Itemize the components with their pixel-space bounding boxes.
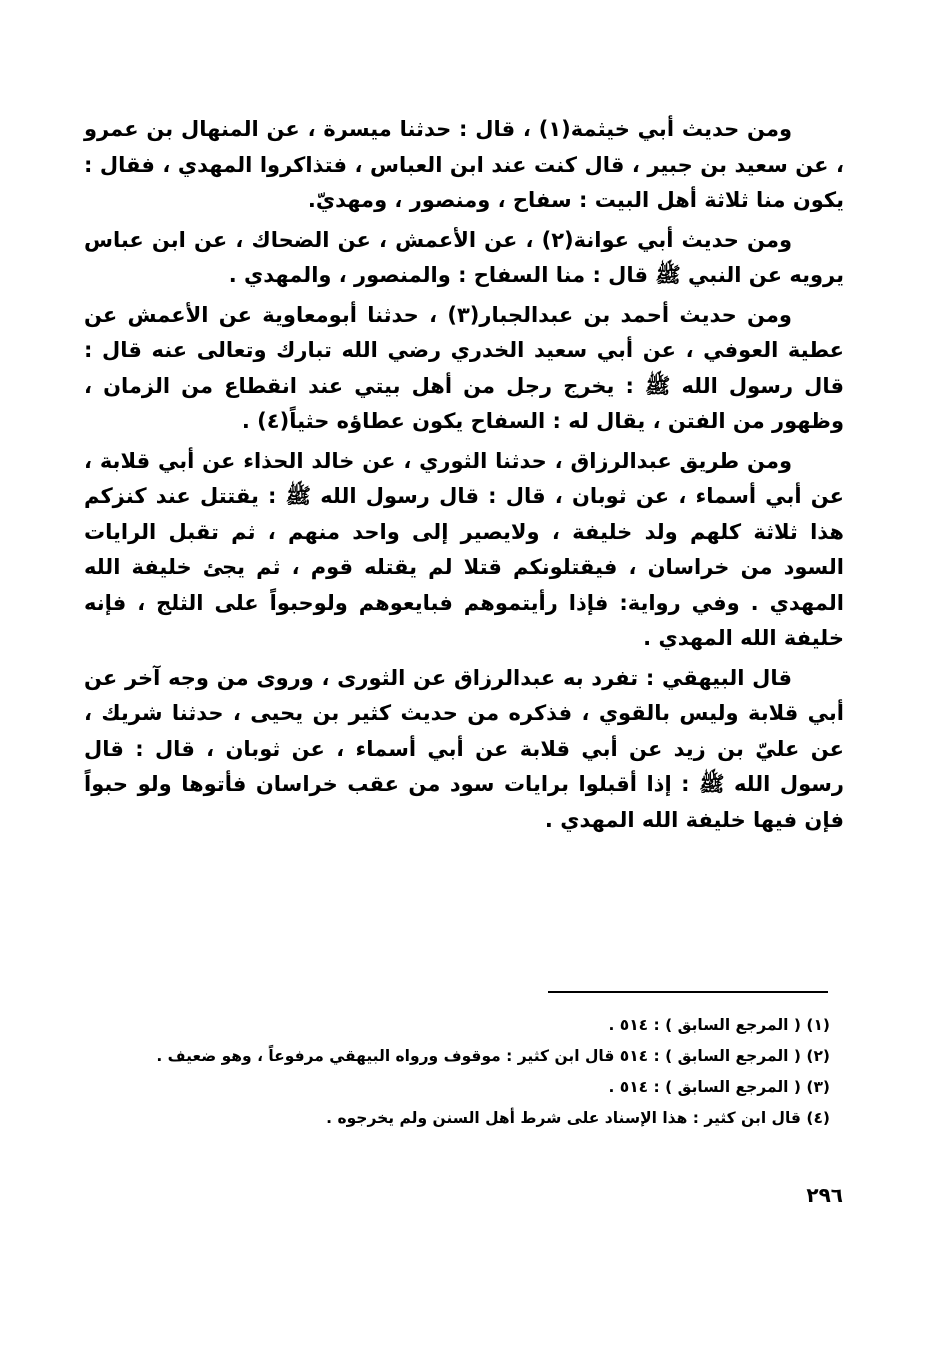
footnote-divider — [548, 991, 828, 993]
paragraph: ومن حديث أبي عوانة(٢) ، عن الأعمش ، عن الضحاك ، عن ابن عباس يرويه عن النبي ﷺ قال : منا السفاح : والمنصور ، والمهدي . — [84, 227, 844, 287]
footnote: (٤) قال ابن كثير : هذا الإسناد على شرط أهل السنن ولم يخرجوه . — [326, 1109, 830, 1127]
footnote: (٣) ( المرجع السابق ) : ٥١٤ . — [608, 1078, 830, 1096]
main-text-body — [84, 112, 844, 838]
page-number: ٢٩٦ — [806, 1183, 843, 1207]
paragraph: ومن حديث أحمد بن عبدالجبار(٣) ، حدثنا أبومعاوية عن الأعمش عن عطية العوفي ، عن أبي سعيد الخدري رضي الله تبارك وتعالى عنه قال : قال رسول الله ﷺ : يخرج رجل من أهل بيتي عند انقطاع من الزمان ، وظهور من الفتن ، يقال له : السفاح يكون عطاؤه حثياً(٤) . — [84, 302, 844, 433]
footnotes — [100, 1012, 830, 1136]
paragraph: ومن حديث أبي خيثمة(١) ، قال : حدثنا ميسرة ، عن المنهال بن عمرو ، عن سعيد بن جبير ، قال كنت عند ابن العباس ، فتذاكروا المهدي ، فقال : يكون منا ثلاثة أهل البيت : سفاح ، ومنصور ، ومهديّ. — [84, 117, 844, 212]
footnote: (٢) ( المرجع السابق ) : ٥١٤ قال ابن كثير : موقوف ورواه البيهقي مرفوعاً ، وهو ضعيف . — [156, 1047, 830, 1065]
paragraph: ومن طريق عبدالرزاق ، حدثنا الثوري ، عن خالد الحذاء عن أبي قلابة ، عن أبي أسماء ، عن ثوبان ، قال : قال رسول الله ﷺ : يقتتل عند كنزكم هذا ثلاثة كلهم ولد خليفة ، ولايصير إلى واحد منهم ، ثم تقبل الرايات السود من خراسان ، فيقتلونكم قتلا لم يقتله قوم ، ثم يجئ خليفة الله المهدي . وفي رواية: فإذا رأيتموهم فبايعوهم ولوحبواً على الثلج ، فإنه خليفة الله المهدي . — [84, 448, 844, 650]
paragraph: قال البيهقي : تفرد به عبدالرزاق عن الثورى ، وروى من وجه آخر عن أبي قلابة وليس بالقوي ، فذكره من حديث كثير بن يحيى ، حدثنا شريك ، عن عليّ بن زيد عن أبي قلابة عن أبي أسماء ، عن ثوبان ، قال : قال رسول الله ﷺ : إذا أقبلوا برايات سود من عقب خراسان فأتوها ولو حبواً فإن فيها خليفة الله المهدي . — [84, 665, 844, 832]
footnote: (١) ( المرجع السابق ) : ٥١٤ . — [608, 1016, 830, 1034]
